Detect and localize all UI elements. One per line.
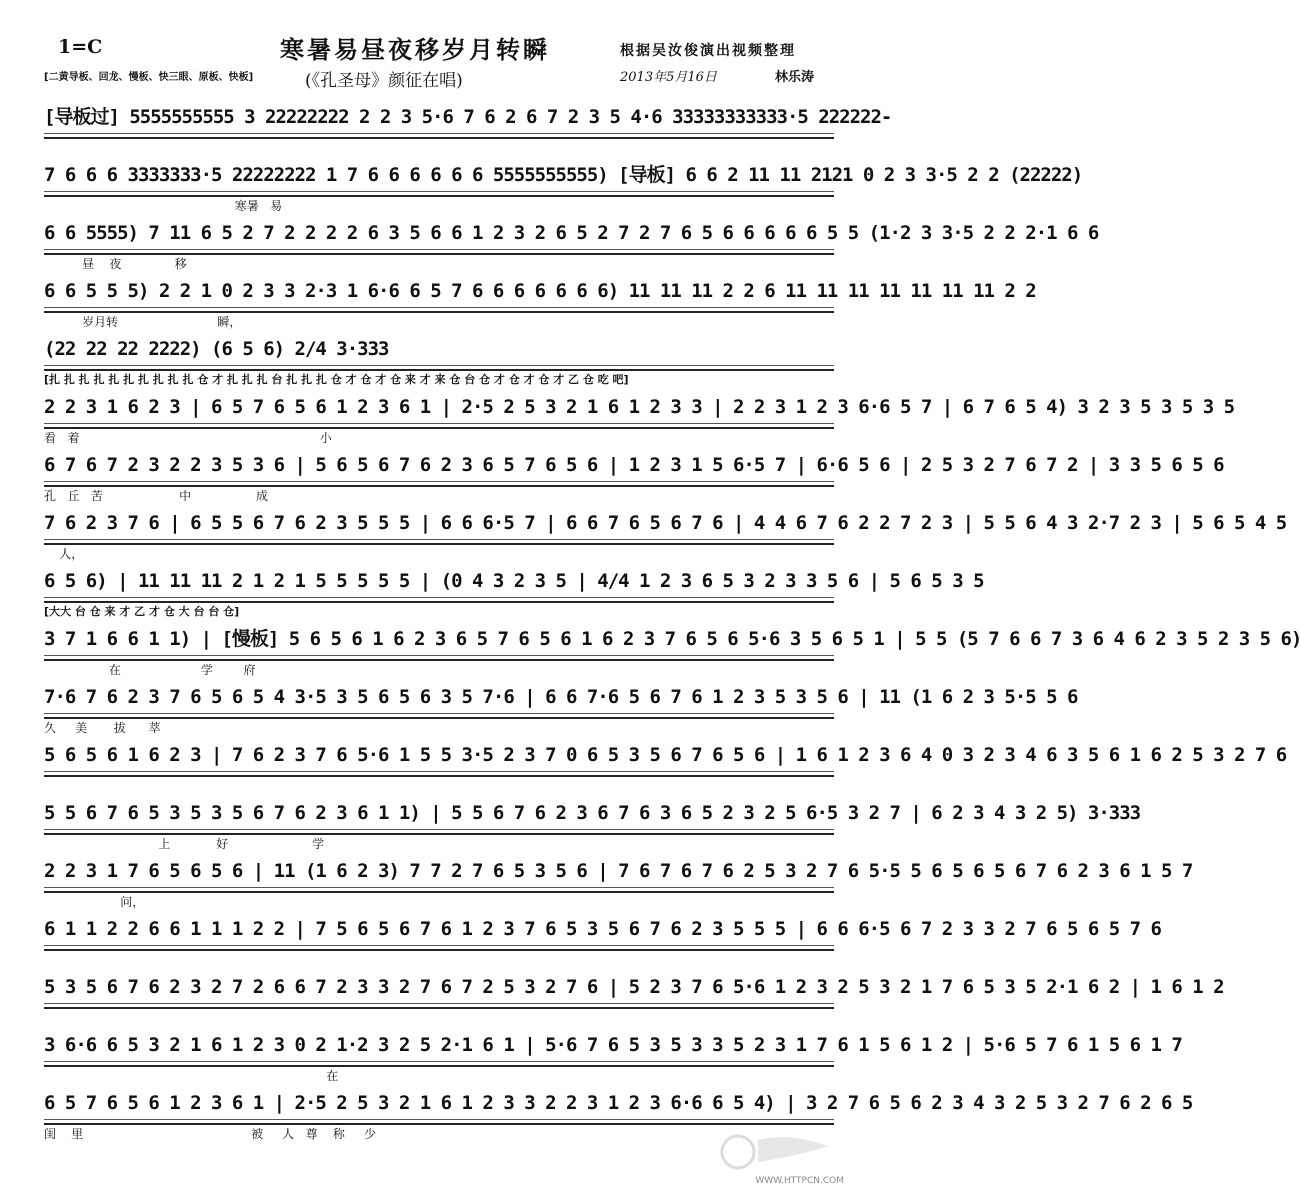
score-line (44, 907, 1161, 965)
score-line (44, 617, 1301, 677)
song-title: 寒暑易昼夜移岁月转瞬 (280, 35, 550, 64)
score-line (44, 791, 1141, 851)
lyrics-row: 闺 里 被 人 尊 称 少 (44, 1127, 376, 1141)
lyrics-row: 上 好 学 (44, 837, 325, 851)
lyrics-row: 岁月转 瞬， (44, 315, 242, 329)
notation-row: 5 6 5 6 1 6 2 3 | 7 6 2 3 7 6 5·6 1 5 5 3·5 2 3 7 0 6 5 3 5 6 7 6 5 6 | 1 6 1 2 3 6 4 0 3 2 3 4 6 3 5 6 1 6 2 5 3 2 7 6 (44, 741, 834, 777)
song-subtitle: (《孔圣母》颜征在唱) (305, 71, 463, 91)
lyrics-row: 看 着 小 (44, 431, 332, 445)
banqiang-types: [二黄导板、回龙、慢板、快三眼、原板、快板] (44, 72, 254, 83)
notation-row: 6 6 5555) 7 11 6 5 2 7 2 2 2 2 6 3 5 6 6 1 2 3 2 6 5 2 7 2 7 6 5 6 6 6 6 6 5 5 (1·2 3 3·5 2 2 2·1 6 6 (44, 219, 834, 255)
lyrics-row: 人， (44, 547, 84, 561)
notation-row: 7·6 7 6 2 3 7 6 5 6 5 4 3·5 3 5 6 5 6 3 5 7·6 | 6 6 7·6 5 6 7 6 1 2 3 5 3 5 6 | 11 (1 6 2 3 5·5 5 6 (44, 683, 834, 719)
notation-row: 6 7 6 7 2 3 2 2 3 5 3 6 | 5 6 5 6 7 6 2 3 6 5 7 6 5 6 | 1 2 3 1 5 6·5 7 | 6·6 5 6 | 2 5 3 2 7 6 7 2 | 3 3 5 6 5 6 (44, 451, 834, 487)
score-line (44, 327, 834, 385)
score-line (44, 675, 1078, 735)
notation-row: 6 5 6) | 11 11 11 2 1 2 1 5 5 5 5 5 | (0 4 3 2 3 5 | 4/4 1 2 3 6 5 3 2 3 3 5 6 | 5 6 5 3 5 (44, 567, 834, 603)
score-line (44, 1023, 1182, 1083)
score-line (44, 733, 1287, 791)
percussion-row: [大大 台 仓 来 才 乙 才 仓 大 台 台 仓] (44, 605, 240, 618)
score-line (44, 95, 892, 153)
lyrics-row: 寒暑 易 (44, 199, 283, 213)
score-line (44, 269, 1036, 329)
lyrics-row: 问， (44, 895, 145, 909)
notation-row: 6 1 1 2 2 6 6 1 1 1 2 2 | 7 5 6 5 6 7 6 1 2 3 7 6 5 3 5 6 7 6 2 3 5 5 5 | 6 6 6·5 6 7 2 3 3 2 7 6 5 6 5 7 6 (44, 915, 834, 951)
notation-row: 5 3 5 6 7 6 2 3 2 7 2 6 6 7 2 3 3 2 7 6 7 2 5 3 2 7 6 | 5 2 3 7 6 5·6 1 2 3 2 5 3 2 1 7 6 5 3 5 2·1 6 2 | 1 6 1 2 (44, 973, 834, 1009)
score-line (44, 211, 1099, 271)
lyrics-row: 孔 丘 苦 中 成 (44, 489, 269, 503)
score-line (44, 385, 1235, 445)
lyrics-row: 久 美 拔 萃 (44, 721, 161, 735)
notation-row: 2 2 3 1 6 2 3 | 6 5 7 6 5 6 1 2 3 6 1 | 2·5 2 5 3 2 1 6 1 2 3 3 | 2 2 3 1 2 3 6·6 5 7 | 6 7 6 5 4) 3 2 3 5 3 5 3 5 (44, 393, 834, 429)
notation-row: 7 6 2 3 7 6 | 6 5 5 6 7 6 2 3 5 5 5 | 6 6 6·5 7 | 6 6 7 6 5 6 7 6 | 4 4 6 7 6 2 2 7 2 3 | 5 5 6 4 3 2·7 2 3 | 5 6 5 4 5 (44, 509, 834, 545)
notation-row: (22 22 22 2222) (6 5 6) 2/4 3·333 (44, 335, 834, 371)
author-name: 林乐涛 (775, 70, 815, 85)
notation-row: 6 6 5 5 5) 2 2 1 0 2 3 3 2·3 1 6·6 6 5 7 6 6 6 6 6 6 6) 11 11 11 2 2 6 11 11 11 11 11 11 11 2 2 (44, 277, 834, 313)
score-line (44, 849, 1193, 909)
score-line (44, 153, 1083, 213)
watermark-logo (698, 1122, 848, 1182)
notation-row: [导板过] 5555555555 3 22222222 2 2 3 5·6 7 6 2 6 7 2 3 5 4·6 33333333333·5 222222- (44, 103, 834, 139)
score-line (44, 501, 1287, 561)
notation-row: 7 6 6 6 3333333·5 22222222 1 7 6 6 6 6 6 6 5555555555) [导板] 6 6 2 11 11 2121 0 2 3 3·5 2 2 (22222) (44, 161, 834, 197)
notation-row: 5 5 6 7 6 5 3 5 3 5 6 7 6 2 3 6 1 1) | 5 5 6 7 6 2 3 6 7 6 3 6 5 2 3 2 5 6·5 3 2 7 | 6 2 3 4 3 2 5) 3·333 (44, 799, 834, 835)
source-note: 根据吴汝俊演出视频整理 (620, 43, 796, 59)
notation-row: 6 5 7 6 5 6 1 2 3 6 1 | 2·5 2 5 3 2 1 6 1 2 3 3 2 2 3 1 2 3 6·6 6 5 4) | 3 2 7 6 5 6 2 3 4 3 2 5 3 2 7 6 2 6 5 (44, 1089, 834, 1125)
score-line (44, 559, 984, 618)
key-signature: 1=C (58, 36, 103, 58)
notation-row: 3 6·6 6 5 3 2 1 6 1 2 3 0 2 1·2 3 2 5 2·1 6 1 | 5·6 7 6 5 3 5 3 3 5 2 3 1 7 6 1 5 6 1 2 | 5·6 5 7 6 1 5 6 1 7 (44, 1031, 834, 1067)
notation-row: 2 2 3 1 7 6 5 6 5 6 | 11 (1 6 2 3) 7 7 2 7 6 5 3 5 6 | 7 6 7 6 7 6 2 5 3 2 7 6 5·5 5 6 5 6 5 6 7 6 2 3 6 1 5 7 (44, 857, 834, 893)
transcription-date: 2013年5月16日 (620, 70, 717, 85)
lyrics-row: 在 (44, 1069, 339, 1083)
score-line (44, 965, 1224, 1023)
percussion-row: [扎 扎 扎 扎 扎 扎 扎 扎 扎 扎 仓 才 扎 扎 扎 台 扎 扎 扎 仓 才 仓 才 仓 来 才 来 仓 台 仓 才 仓 才 仓 才 乙 仓 吃 吧] (44, 373, 629, 386)
lyrics-row: 在 学 府 (44, 663, 256, 677)
score-line (44, 443, 1224, 503)
notation-row: 3 7 1 6 6 1 1) | [慢板] 5 6 5 6 1 6 2 3 6 5 7 6 5 6 1 6 2 3 7 6 5 6 5·6 3 5 6 5 1 | 5 5 (5 7 6 6 7 3 6 4 6 2 3 5 2 3 5 6) (44, 625, 834, 661)
watermark-text: WWW.HTTPCN.COM (755, 1176, 844, 1186)
lyrics-row: 昼 夜 移 (44, 257, 187, 271)
